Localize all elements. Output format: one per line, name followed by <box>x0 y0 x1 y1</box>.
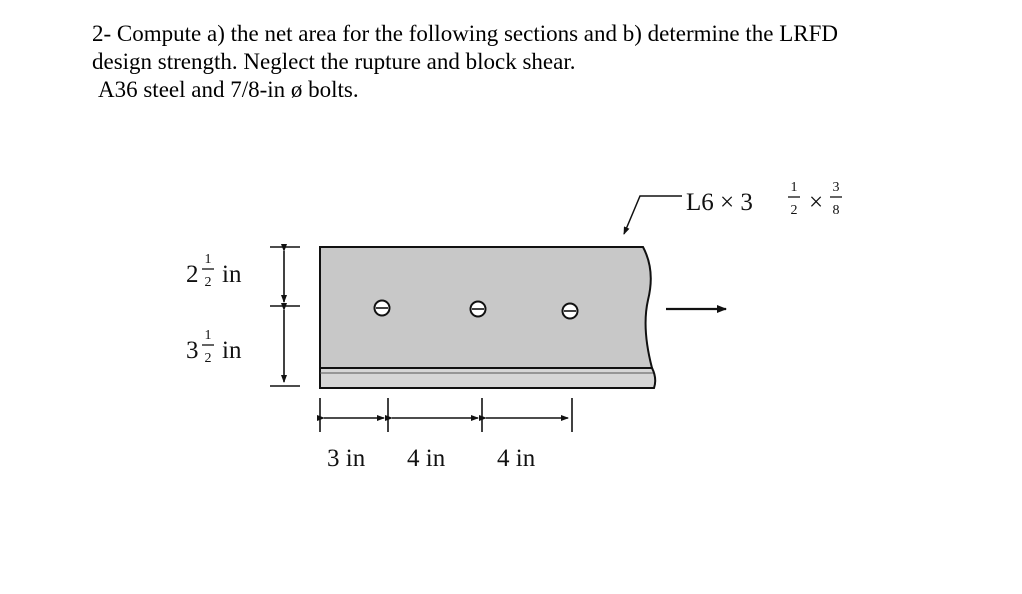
section-frac2-num: 3 <box>832 180 840 195</box>
vertical-dimension <box>270 247 300 386</box>
dim2-den: 2 <box>204 351 212 366</box>
angle-plate <box>320 247 655 388</box>
section-frac1-den: 2 <box>790 203 798 218</box>
dim2-unit: in <box>222 337 242 364</box>
bolt-2 <box>471 302 486 317</box>
dim-label-2-1-2-in <box>186 252 242 290</box>
section-label-prefix: L6 × 3 <box>686 189 753 216</box>
bolt-1 <box>375 301 390 316</box>
hdim-label-1: 3 in <box>327 445 366 472</box>
dim2-num: 1 <box>204 328 212 343</box>
section-frac1-num: 1 <box>790 180 798 195</box>
hdim-label-3: 4 in <box>497 445 536 472</box>
problem-line-2: design strength. Neglect the rupture and block shear. <box>92 49 576 74</box>
dim1-unit: in <box>222 261 242 288</box>
section-times: × <box>808 189 824 216</box>
section-leader <box>624 196 682 234</box>
horizontal-dimension <box>320 398 572 432</box>
bolt-3 <box>563 304 578 319</box>
horizontal-dim-labels <box>327 445 536 472</box>
hdim-label-2: 4 in <box>407 445 446 472</box>
section-label <box>686 180 842 218</box>
section-frac2-den: 8 <box>832 203 840 218</box>
dim-label-3-1-2-in <box>186 328 242 366</box>
problem-line-3: A36 steel and 7/8-in ø bolts. <box>98 77 359 102</box>
dim2-whole: 3 <box>186 337 199 364</box>
dim1-whole: 2 <box>186 261 199 288</box>
dim1-num: 1 <box>204 252 212 267</box>
problem-line-1: 2- Compute a) the net area for the following sections and b) determine the LRFD <box>92 21 839 46</box>
dim1-den: 2 <box>204 275 212 290</box>
